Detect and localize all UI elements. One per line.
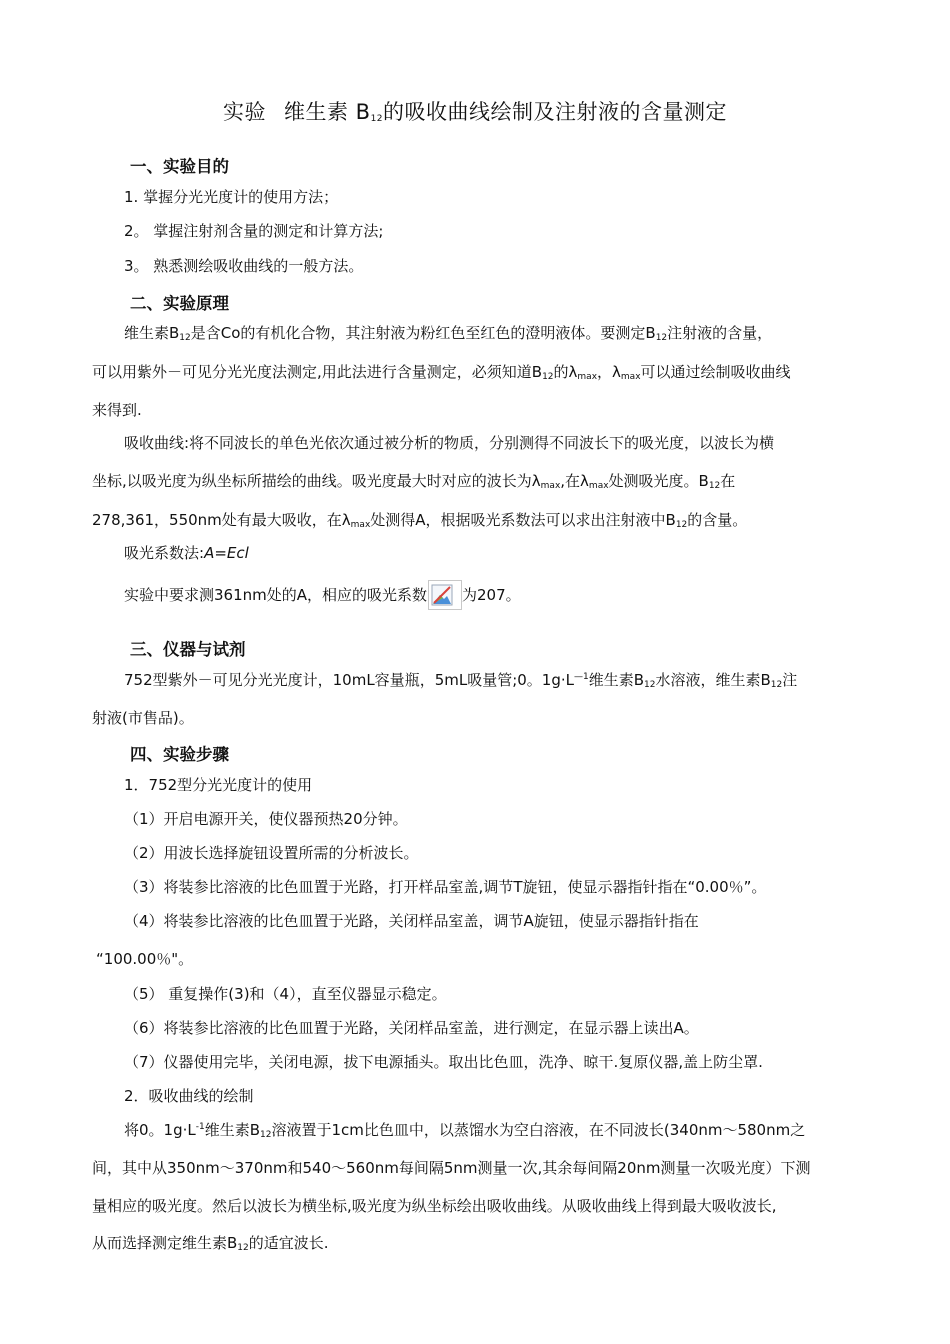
section-heading-principle: 二、实验原理 <box>130 294 229 313</box>
principle-paragraph-2-line-2: 坐标,以吸光度为纵坐标所描绘的曲线。吸光度最大时对应的波长为$\lambda_{max}$,在$\lambda_{max}$处测吸光度。$B_{12}$在 <box>92 472 736 491</box>
purpose-item-3: 3。 熟悉测绘吸收曲线的一般方法。 <box>124 257 364 275</box>
title-prefix: 实验 <box>222 100 266 124</box>
title-subscript: 12 <box>370 114 384 124</box>
title-main: 维生素 B <box>283 100 371 124</box>
procedure-step-4: （4）将装参比溶液的比色皿置于光路，关闭样品室盖，调节A旋钮，使显示器指针指在 <box>124 912 699 930</box>
title-main-rest: 的吸收曲线绘制及注射液的含量测定 <box>383 100 728 124</box>
section-heading-instruments: 三、仪器与试剂 <box>130 640 246 659</box>
section-heading-purpose: 一、实验目的 <box>130 157 229 176</box>
curve-paragraph-line-3: 量相应的吸光度。然后以波长为横坐标,吸光度为纵坐标绘出吸收曲线。从吸收曲线上得到最大吸收波长, <box>92 1197 777 1215</box>
formula: A=Ecl <box>204 544 249 562</box>
absorption-coefficient-method: 吸光系数法:A=Ecl <box>124 544 249 562</box>
principle-paragraph-2-line-1: 吸收曲线:将不同波长的单色光依次通过被分析的物质，分别测得不同波长下的吸光度，以波长为横 <box>124 434 775 452</box>
section-heading-procedure: 四、实验步骤 <box>130 745 229 764</box>
procedure-step-6: （6）将装参比溶液的比色皿置于光路，关闭样品室盖，进行测定，在显示器上读出A。 <box>124 1019 699 1037</box>
purpose-item-2: 2。 掌握注射剂含量的测定和计算方法; <box>124 222 384 240</box>
curve-paragraph-line-4: 从而选择测定维生素$B_{12}$的适宜波长. <box>92 1234 329 1253</box>
procedure-step-5: （5） 重复操作(3)和（4），直至仪器显示稳定。 <box>124 985 447 1003</box>
procedure-subheading-2: 2．吸收曲线的绘制 <box>124 1087 254 1105</box>
document-title <box>0 96 950 126</box>
procedure-step-2: （2）用波长选择旋钮设置所需的分析波长。 <box>124 844 419 862</box>
procedure-subheading-1: 1．752型分光光度计的使用 <box>124 776 313 794</box>
procedure-step-7: （7）仪器使用完毕，关闭电源，拔下电源插头。取出比色皿，洗净、晾干.复原仪器,盖上防尘罩. <box>124 1053 763 1071</box>
purpose-item-1: 1. 掌握分光光度计的使用方法； <box>124 188 339 206</box>
principle-paragraph-1-line-3: 来得到. <box>92 401 142 419</box>
principle-paragraph-1-line-2: 可以用紫外－可见分光光度法测定,用此法进行含量测定，必须知道$B_{12}$的$\lambda_{max}$，$\lambda_{max}$可以通过绘制吸收曲线 <box>92 363 791 382</box>
principle-paragraph-4: 实验中要求测361nm处的A，相应的吸光系数 为207。 <box>124 580 521 610</box>
principle-paragraph-1-line-1: 维生素$B_{12}$是含Co的有机化合物，其注射液为粉红色至红色的澄明液体。要测定$B_{12}$注射液的含量， <box>124 324 773 343</box>
curve-paragraph-line-2: 间，其中从350nm～370nm和540～560nm每间隔5nm测量一次,其余每间隔20nm测量一次吸光度）下测 <box>92 1159 811 1177</box>
curve-paragraph-line-1: 将0。$1g\cdot L^{-1}$维生素$B_{12}$溶液置于1cm比色皿中，以蒸馏水为空白溶液，在不同波长(340nm～580nm之 <box>124 1121 806 1140</box>
principle-paragraph-2-line-3: 278,361，550nm处有最大吸收，在$\lambda_{max}$处测得A，根据吸光系数法可以求出注射液中$B_{12}$的含量。 <box>92 511 748 530</box>
instruments-line-1: 752型紫外－可见分光光度计，10mL容量瓶，5mL吸量管;0。$1g\cdot L^{—1}$维生素$B_{12}$水溶液，维生素$B_{12}$注 <box>124 671 798 690</box>
procedure-step-3: （3）将装参比溶液的比色皿置于光路，打开样品室盖,调节T旋钮，使显示器指针指在“0.00％”。 <box>124 878 767 896</box>
procedure-step-4-continued: “100.00％"。 <box>96 950 194 968</box>
broken-image-icon <box>428 580 462 610</box>
procedure-step-1: （1）开启电源开关，使仪器预热20分钟。 <box>124 810 408 828</box>
instruments-line-2: 射液(市售品)。 <box>92 709 194 727</box>
